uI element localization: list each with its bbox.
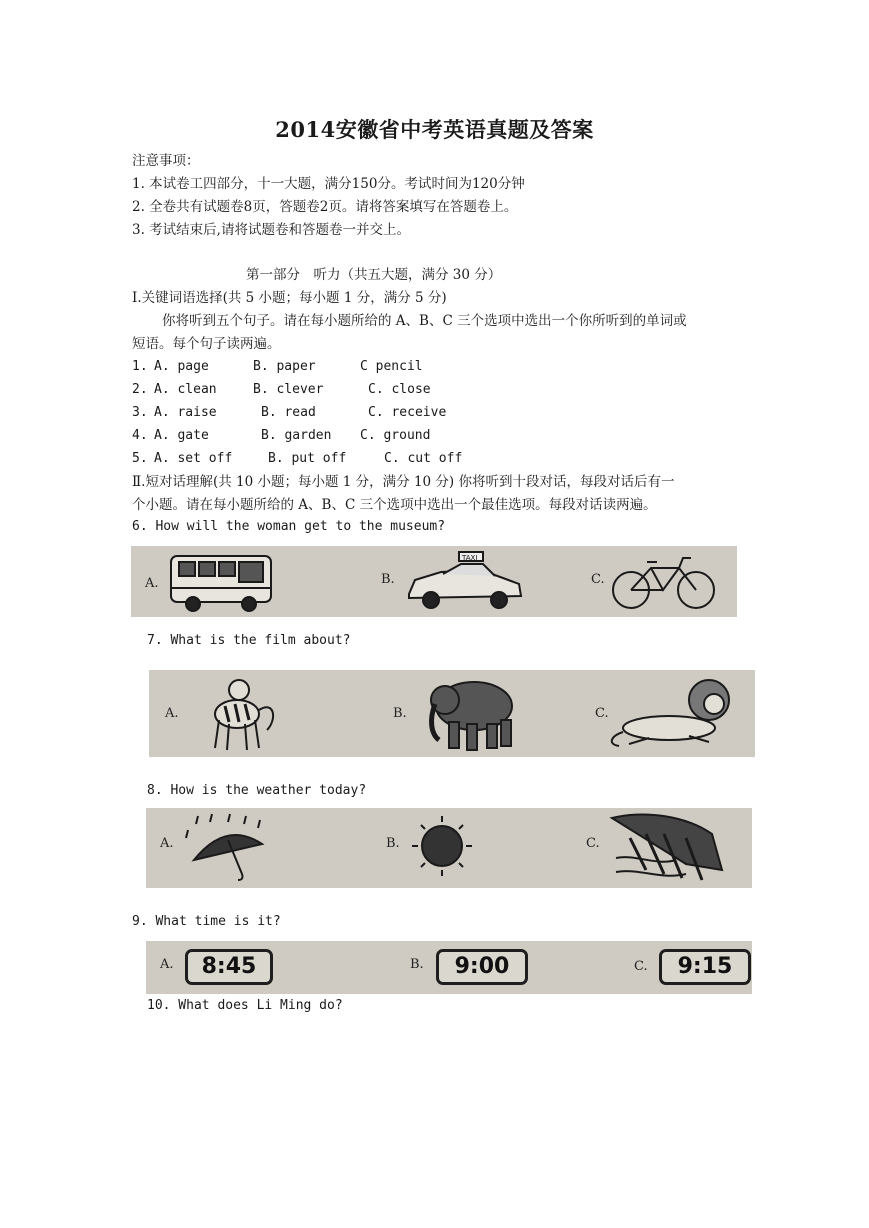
option-b-label: B. bbox=[393, 706, 407, 721]
taxi-sign: TAXI bbox=[462, 554, 478, 562]
option-a: A. clean bbox=[154, 382, 217, 397]
question-8-pictures bbox=[146, 808, 752, 888]
notes-heading: 注意事项： bbox=[132, 153, 200, 169]
option-b-label: B. bbox=[410, 957, 424, 972]
question-number: 5. bbox=[132, 451, 148, 466]
question-number: 3. bbox=[132, 405, 148, 420]
bicycle-icon bbox=[613, 558, 714, 608]
question-number: 2. bbox=[132, 382, 148, 397]
note-item-1: 1. 本试卷工四部分，十一大题，满分150分。考试时间为120分钟 bbox=[132, 176, 525, 192]
option-b: B. read bbox=[261, 405, 316, 420]
option-c-label: C. bbox=[595, 706, 609, 721]
option-c: C. close bbox=[368, 382, 431, 397]
option-c-label: C. bbox=[586, 836, 600, 851]
wind-icon bbox=[612, 815, 722, 880]
tiger-icon bbox=[215, 680, 273, 750]
option-a-label: A. bbox=[160, 957, 174, 972]
question-7: 7. What is the film about? bbox=[147, 633, 351, 648]
question-9-pictures bbox=[146, 941, 752, 994]
option-c: C. receive bbox=[368, 405, 447, 420]
question-6-pictures bbox=[131, 546, 737, 617]
question-6: 6. How will the woman get to the museum? bbox=[132, 519, 446, 534]
note-item-3: 3. 考试结束后,请将试题卷和答题卷一并交上。 bbox=[132, 222, 410, 238]
part1-heading: 第一部分 听力（共五大题，满分 30 分） bbox=[246, 267, 502, 283]
option-c: C pencil bbox=[360, 359, 423, 374]
lion-icon bbox=[612, 680, 729, 746]
weather-illustrations bbox=[146, 808, 752, 888]
option-b-label: B. bbox=[386, 836, 400, 851]
option-b: B. paper bbox=[253, 359, 316, 374]
option-c-label: C. bbox=[634, 959, 648, 974]
section2-heading: Ⅱ.短对话理解(共 10 小题；每小题 1 分，满分 10 分) 你将听到十段对话，每段对话后有一 bbox=[132, 474, 675, 490]
option-a-label: A. bbox=[145, 576, 159, 591]
section1-instruction-cont: 短语。每个句子读两遍。 bbox=[132, 336, 281, 352]
question-10: 10. What does Li Ming do? bbox=[147, 998, 343, 1013]
option-b: B. put off bbox=[268, 451, 347, 466]
option-a: A. set off bbox=[154, 451, 233, 466]
question-7-pictures bbox=[149, 670, 755, 757]
option-a: A. gate bbox=[154, 428, 209, 443]
option-b-label: B. bbox=[381, 572, 395, 587]
option-c: C. cut off bbox=[384, 451, 463, 466]
page-title: 2014安徽省中考英语真题及答案 bbox=[275, 117, 594, 142]
option-b: B. clever bbox=[253, 382, 324, 397]
clock-display-c: 9:15 bbox=[659, 949, 751, 985]
elephant-icon bbox=[431, 682, 512, 750]
bus-icon bbox=[171, 556, 271, 611]
option-a-label: A. bbox=[160, 836, 174, 851]
question-8: 8. How is the weather today? bbox=[147, 783, 367, 798]
note-item-2: 2. 全卷共有试题卷8页，答题卷2页。请将答案填写在答题卷上。 bbox=[132, 199, 518, 215]
clock-display-a: 8:45 bbox=[185, 949, 273, 985]
option-b: B. garden bbox=[261, 428, 332, 443]
transport-illustrations bbox=[131, 546, 737, 617]
clock-display-b: 9:00 bbox=[436, 949, 528, 985]
option-c: C. ground bbox=[360, 428, 431, 443]
umbrella-rain-icon bbox=[186, 814, 262, 880]
section1-heading: I.关键词语选择(共 5 小题；每小题 1 分，满分 5 分) bbox=[132, 290, 447, 306]
question-9: 9. What time is it? bbox=[132, 914, 281, 929]
option-c-label: C. bbox=[591, 572, 605, 587]
option-a: A. page bbox=[154, 359, 209, 374]
option-a: A. raise bbox=[154, 405, 217, 420]
option-a-label: A. bbox=[165, 706, 179, 721]
section1-instruction: 你将听到五个句子。请在每小题所给的 A、B、C 三个选项中选出一个你所听到的单词或 bbox=[162, 313, 687, 329]
section2-heading-cont: 个小题。请在每小题所给的 A、B、C 三个选项中选出一个最佳选项。每段对话读两遍。 bbox=[132, 497, 657, 513]
sun-icon bbox=[412, 816, 472, 876]
animal-illustrations bbox=[149, 670, 755, 757]
question-number: 4. bbox=[132, 428, 148, 443]
question-number: 1. bbox=[132, 359, 148, 374]
